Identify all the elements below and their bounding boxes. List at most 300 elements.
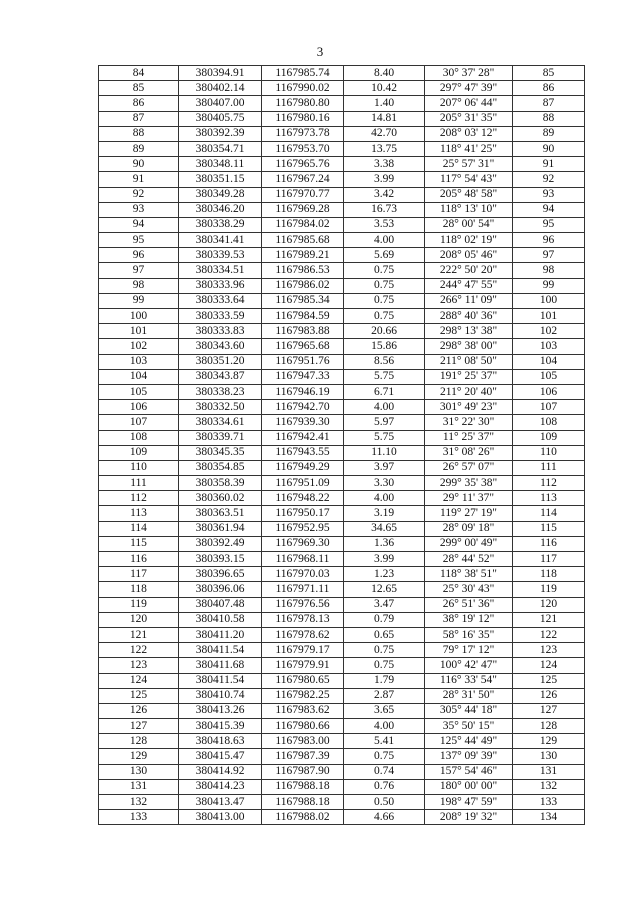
y-coordinate-cell: 1167971.11 [262,582,344,597]
next-point-cell: 112 [513,476,585,491]
x-coordinate-cell: 380392.49 [179,536,262,551]
distance-cell: 0.75 [344,293,425,308]
point-number-cell: 102 [99,339,179,354]
bearing-cell: 180° 00' 00" [425,779,513,794]
point-number-cell: 117 [99,567,179,582]
y-coordinate-cell: 1167989.21 [262,248,344,263]
point-number-cell: 129 [99,749,179,764]
next-point-cell: 107 [513,400,585,415]
y-coordinate-cell: 1167983.88 [262,324,344,339]
bearing-cell: 116° 33' 54" [425,673,513,688]
next-point-cell: 86 [513,81,585,96]
table-row [99,627,585,642]
table-row [99,324,585,339]
next-point-cell: 99 [513,278,585,293]
next-point-cell: 85 [513,66,585,81]
x-coordinate-cell: 380411.54 [179,643,262,658]
next-point-cell: 130 [513,749,585,764]
distance-cell: 4.00 [344,719,425,734]
y-coordinate-cell: 1167949.29 [262,460,344,475]
table-row [99,217,585,232]
y-coordinate-cell: 1167990.02 [262,81,344,96]
bearing-cell: 30° 37' 28" [425,66,513,81]
bearing-cell: 28° 44' 52" [425,552,513,567]
next-point-cell: 93 [513,187,585,202]
distance-cell: 0.76 [344,779,425,794]
next-point-cell: 101 [513,309,585,324]
next-point-cell: 94 [513,202,585,217]
page-number: 3 [316,44,324,59]
x-coordinate-cell: 380334.61 [179,415,262,430]
next-point-cell: 123 [513,643,585,658]
x-coordinate-cell: 380396.65 [179,567,262,582]
distance-cell: 3.19 [344,506,425,521]
next-point-cell: 134 [513,810,585,825]
x-coordinate-cell: 380333.83 [179,324,262,339]
bearing-cell: 58° 16' 35" [425,627,513,642]
distance-cell: 5.97 [344,415,425,430]
point-number-cell: 116 [99,552,179,567]
next-point-cell: 113 [513,491,585,506]
bearing-cell: 211° 08' 50" [425,354,513,369]
x-coordinate-cell: 380354.71 [179,141,262,156]
distance-cell: 0.79 [344,612,425,627]
bearing-cell: 205° 31' 35" [425,111,513,126]
x-coordinate-cell: 380413.00 [179,810,262,825]
point-number-cell: 126 [99,703,179,718]
distance-cell: 2.87 [344,688,425,703]
next-point-cell: 133 [513,795,585,810]
table-row [99,552,585,567]
distance-cell: 5.69 [344,248,425,263]
table-row [99,719,585,734]
table-row [99,187,585,202]
distance-cell: 0.50 [344,795,425,810]
distance-cell: 11.10 [344,445,425,460]
next-point-cell: 92 [513,172,585,187]
distance-cell: 3.99 [344,172,425,187]
bearing-cell: 222° 50' 20" [425,263,513,278]
table-row [99,734,585,749]
table-row [99,688,585,703]
table-row [99,111,585,126]
next-point-cell: 114 [513,506,585,521]
distance-cell: 0.75 [344,278,425,293]
x-coordinate-cell: 380394.91 [179,66,262,81]
table-row [99,810,585,825]
table-row [99,96,585,111]
y-coordinate-cell: 1167968.11 [262,552,344,567]
bearing-cell: 29° 11' 37" [425,491,513,506]
next-point-cell: 96 [513,233,585,248]
table-row [99,749,585,764]
bearing-cell: 244° 47' 55" [425,278,513,293]
y-coordinate-cell: 1167986.02 [262,278,344,293]
distance-cell: 20.66 [344,324,425,339]
point-number-cell: 120 [99,612,179,627]
y-coordinate-cell: 1167987.39 [262,749,344,764]
bearing-cell: 38° 19' 12" [425,612,513,627]
bearing-cell: 28° 00' 54" [425,217,513,232]
bearing-cell: 299° 00' 49" [425,536,513,551]
x-coordinate-cell: 380413.26 [179,703,262,718]
table-row [99,248,585,263]
point-number-cell: 86 [99,96,179,111]
bearing-cell: 28° 31' 50" [425,688,513,703]
bearing-cell: 35° 50' 15" [425,719,513,734]
next-point-cell: 119 [513,582,585,597]
distance-cell: 3.65 [344,703,425,718]
bearing-cell: 25° 30' 43" [425,582,513,597]
distance-cell: 4.66 [344,810,425,825]
distance-cell: 1.40 [344,96,425,111]
bearing-cell: 298° 13' 38" [425,324,513,339]
point-number-cell: 98 [99,278,179,293]
x-coordinate-cell: 380413.47 [179,795,262,810]
x-coordinate-cell: 380341.41 [179,233,262,248]
point-number-cell: 92 [99,187,179,202]
distance-cell: 3.42 [344,187,425,202]
y-coordinate-cell: 1167942.41 [262,430,344,445]
next-point-cell: 91 [513,157,585,172]
bearing-cell: 119° 27' 19" [425,506,513,521]
bearing-cell: 118° 41' 25" [425,141,513,156]
next-point-cell: 116 [513,536,585,551]
point-number-cell: 94 [99,217,179,232]
y-coordinate-cell: 1167969.28 [262,202,344,217]
next-point-cell: 106 [513,384,585,399]
x-coordinate-cell: 380361.94 [179,521,262,536]
table-row [99,157,585,172]
bearing-cell: 31° 08' 26" [425,445,513,460]
table-row [99,354,585,369]
x-coordinate-cell: 380333.64 [179,293,262,308]
next-point-cell: 120 [513,597,585,612]
x-coordinate-cell: 380332.50 [179,400,262,415]
point-number-cell: 93 [99,202,179,217]
distance-cell: 0.65 [344,627,425,642]
point-number-cell: 85 [99,81,179,96]
bearing-cell: 305° 44' 18" [425,703,513,718]
distance-cell: 1.36 [344,536,425,551]
distance-cell: 1.23 [344,567,425,582]
bearing-cell: 100° 42' 47" [425,658,513,673]
table-row [99,339,585,354]
next-point-cell: 109 [513,430,585,445]
bearing-cell: 288° 40' 36" [425,309,513,324]
y-coordinate-cell: 1167973.78 [262,126,344,141]
distance-cell: 16.73 [344,202,425,217]
x-coordinate-cell: 380345.35 [179,445,262,460]
next-point-cell: 100 [513,293,585,308]
next-point-cell: 105 [513,369,585,384]
distance-cell: 8.40 [344,66,425,81]
y-coordinate-cell: 1167969.30 [262,536,344,551]
bearing-cell: 25° 57' 31" [425,157,513,172]
point-number-cell: 111 [99,476,179,491]
table-row [99,460,585,475]
next-point-cell: 111 [513,460,585,475]
point-number-cell: 88 [99,126,179,141]
y-coordinate-cell: 1167942.70 [262,400,344,415]
next-point-cell: 88 [513,111,585,126]
y-coordinate-cell: 1167951.76 [262,354,344,369]
distance-cell: 3.30 [344,476,425,491]
x-coordinate-cell: 380343.87 [179,369,262,384]
x-coordinate-cell: 380392.39 [179,126,262,141]
x-coordinate-cell: 380360.02 [179,491,262,506]
bearing-cell: 28° 09' 18" [425,521,513,536]
distance-cell: 0.75 [344,749,425,764]
x-coordinate-cell: 380405.75 [179,111,262,126]
x-coordinate-cell: 380333.96 [179,278,262,293]
point-number-cell: 87 [99,111,179,126]
point-number-cell: 90 [99,157,179,172]
bearing-cell: 125° 44' 49" [425,734,513,749]
next-point-cell: 118 [513,567,585,582]
y-coordinate-cell: 1167970.03 [262,567,344,582]
table-row [99,795,585,810]
y-coordinate-cell: 1167984.59 [262,309,344,324]
y-coordinate-cell: 1167939.30 [262,415,344,430]
point-number-cell: 133 [99,810,179,825]
y-coordinate-cell: 1167946.19 [262,384,344,399]
table-row [99,66,585,81]
point-number-cell: 105 [99,384,179,399]
x-coordinate-cell: 380415.39 [179,719,262,734]
x-coordinate-cell: 380349.28 [179,187,262,202]
y-coordinate-cell: 1167976.56 [262,597,344,612]
point-number-cell: 131 [99,779,179,794]
distance-cell: 0.75 [344,309,425,324]
distance-cell: 0.75 [344,643,425,658]
x-coordinate-cell: 380338.29 [179,217,262,232]
y-coordinate-cell: 1167970.77 [262,187,344,202]
y-coordinate-cell: 1167948.22 [262,491,344,506]
point-number-cell: 127 [99,719,179,734]
bearing-cell: 211° 20' 40" [425,384,513,399]
y-coordinate-cell: 1167951.09 [262,476,344,491]
point-number-cell: 108 [99,430,179,445]
x-coordinate-cell: 380411.68 [179,658,262,673]
y-coordinate-cell: 1167979.17 [262,643,344,658]
bearing-cell: 208° 19' 32" [425,810,513,825]
distance-cell: 42.70 [344,126,425,141]
distance-cell: 12.65 [344,582,425,597]
next-point-cell: 127 [513,703,585,718]
point-number-cell: 123 [99,658,179,673]
bearing-cell: 118° 13' 10" [425,202,513,217]
next-point-cell: 98 [513,263,585,278]
y-coordinate-cell: 1167965.76 [262,157,344,172]
distance-cell: 8.56 [344,354,425,369]
x-coordinate-cell: 380402.14 [179,81,262,96]
table-row [99,233,585,248]
x-coordinate-cell: 380410.74 [179,688,262,703]
bearing-cell: 205° 48' 58" [425,187,513,202]
y-coordinate-cell: 1167988.02 [262,810,344,825]
y-coordinate-cell: 1167988.18 [262,795,344,810]
next-point-cell: 110 [513,445,585,460]
bearing-cell: 31° 22' 30" [425,415,513,430]
y-coordinate-cell: 1167988.18 [262,779,344,794]
point-number-cell: 110 [99,460,179,475]
x-coordinate-cell: 380333.59 [179,309,262,324]
x-coordinate-cell: 380348.11 [179,157,262,172]
y-coordinate-cell: 1167986.53 [262,263,344,278]
distance-cell: 3.38 [344,157,425,172]
table-row [99,521,585,536]
distance-cell: 13.75 [344,141,425,156]
next-point-cell: 103 [513,339,585,354]
bearing-cell: 79° 17' 12" [425,643,513,658]
y-coordinate-cell: 1167952.95 [262,521,344,536]
table-row [99,643,585,658]
distance-cell: 10.42 [344,81,425,96]
point-number-cell: 132 [99,795,179,810]
table-row [99,293,585,308]
distance-cell: 15.86 [344,339,425,354]
table-row [99,415,585,430]
table-row [99,476,585,491]
distance-cell: 3.47 [344,597,425,612]
y-coordinate-cell: 1167983.00 [262,734,344,749]
distance-cell: 34.65 [344,521,425,536]
point-number-cell: 109 [99,445,179,460]
distance-cell: 0.74 [344,764,425,779]
y-coordinate-cell: 1167984.02 [262,217,344,232]
table-row [99,430,585,445]
point-number-cell: 97 [99,263,179,278]
point-number-cell: 100 [99,309,179,324]
bearing-cell: 11° 25' 37" [425,430,513,445]
next-point-cell: 117 [513,552,585,567]
table-row [99,506,585,521]
point-number-cell: 99 [99,293,179,308]
x-coordinate-cell: 380415.47 [179,749,262,764]
bearing-cell: 301° 49' 23" [425,400,513,415]
y-coordinate-cell: 1167980.66 [262,719,344,734]
point-number-cell: 114 [99,521,179,536]
bearing-cell: 208° 03' 12" [425,126,513,141]
y-coordinate-cell: 1167985.68 [262,233,344,248]
bearing-cell: 137° 09' 39" [425,749,513,764]
point-number-cell: 112 [99,491,179,506]
x-coordinate-cell: 380351.15 [179,172,262,187]
next-point-cell: 90 [513,141,585,156]
table-row [99,673,585,688]
x-coordinate-cell: 380414.92 [179,764,262,779]
distance-cell: 5.41 [344,734,425,749]
next-point-cell: 97 [513,248,585,263]
point-number-cell: 106 [99,400,179,415]
table-row [99,369,585,384]
point-number-cell: 121 [99,627,179,642]
point-number-cell: 115 [99,536,179,551]
bearing-cell: 207° 06' 44" [425,96,513,111]
next-point-cell: 89 [513,126,585,141]
point-number-cell: 118 [99,582,179,597]
next-point-cell: 122 [513,627,585,642]
y-coordinate-cell: 1167985.34 [262,293,344,308]
point-number-cell: 104 [99,369,179,384]
distance-cell: 3.53 [344,217,425,232]
coordinate-table [98,65,585,825]
distance-cell: 6.71 [344,384,425,399]
x-coordinate-cell: 380411.54 [179,673,262,688]
x-coordinate-cell: 380414.23 [179,779,262,794]
table-row [99,141,585,156]
point-number-cell: 96 [99,248,179,263]
y-coordinate-cell: 1167980.80 [262,96,344,111]
point-number-cell: 124 [99,673,179,688]
point-number-cell: 91 [99,172,179,187]
point-number-cell: 95 [99,233,179,248]
x-coordinate-cell: 380363.51 [179,506,262,521]
x-coordinate-cell: 380339.53 [179,248,262,263]
point-number-cell: 103 [99,354,179,369]
table-row [99,445,585,460]
y-coordinate-cell: 1167947.33 [262,369,344,384]
table-row [99,278,585,293]
distance-cell: 5.75 [344,430,425,445]
x-coordinate-cell: 380343.60 [179,339,262,354]
y-coordinate-cell: 1167967.24 [262,172,344,187]
x-coordinate-cell: 380346.20 [179,202,262,217]
table-row [99,172,585,187]
next-point-cell: 131 [513,764,585,779]
bearing-cell: 266° 11' 09" [425,293,513,308]
x-coordinate-cell: 380351.20 [179,354,262,369]
point-number-cell: 130 [99,764,179,779]
next-point-cell: 125 [513,673,585,688]
bearing-cell: 118° 38' 51" [425,567,513,582]
distance-cell: 3.97 [344,460,425,475]
next-point-cell: 126 [513,688,585,703]
point-number-cell: 101 [99,324,179,339]
distance-cell: 14.81 [344,111,425,126]
next-point-cell: 95 [513,217,585,232]
distance-cell: 4.00 [344,400,425,415]
table-row [99,582,585,597]
x-coordinate-cell: 380418.63 [179,734,262,749]
x-coordinate-cell: 380411.20 [179,627,262,642]
y-coordinate-cell: 1167943.55 [262,445,344,460]
x-coordinate-cell: 380407.48 [179,597,262,612]
table-row [99,202,585,217]
bearing-cell: 118° 02' 19" [425,233,513,248]
table-row [99,309,585,324]
distance-cell: 1.79 [344,673,425,688]
next-point-cell: 87 [513,96,585,111]
y-coordinate-cell: 1167987.90 [262,764,344,779]
point-number-cell: 125 [99,688,179,703]
next-point-cell: 108 [513,415,585,430]
next-point-cell: 132 [513,779,585,794]
distance-cell: 5.75 [344,369,425,384]
x-coordinate-cell: 380396.06 [179,582,262,597]
y-coordinate-cell: 1167983.62 [262,703,344,718]
table-row [99,779,585,794]
y-coordinate-cell: 1167979.91 [262,658,344,673]
x-coordinate-cell: 380339.71 [179,430,262,445]
point-number-cell: 84 [99,66,179,81]
table-row [99,384,585,399]
table-row [99,536,585,551]
point-number-cell: 107 [99,415,179,430]
table-row [99,703,585,718]
point-number-cell: 89 [99,141,179,156]
